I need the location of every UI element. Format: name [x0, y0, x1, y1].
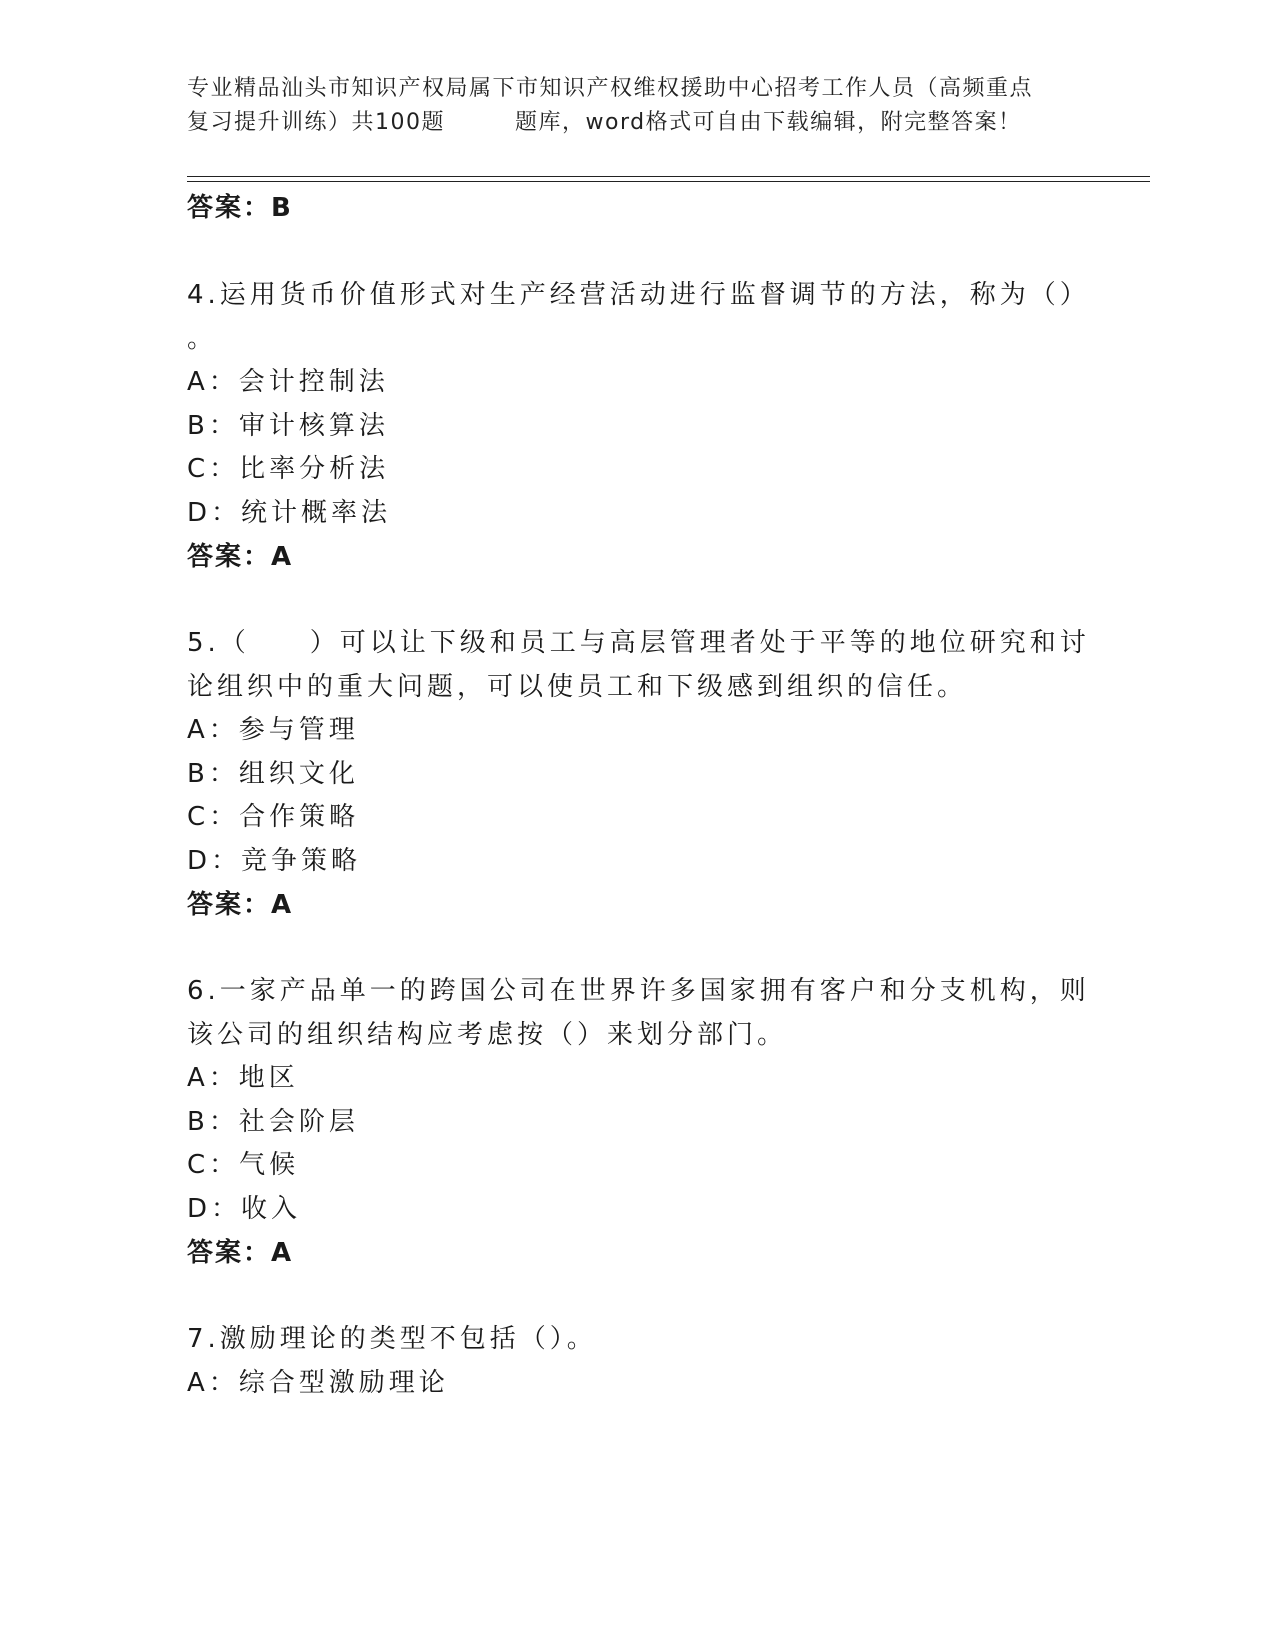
- q6-stem-line-1: 6.一家产品单一的跨国公司在世界许多国家拥有客户和分支机构，则: [187, 976, 1090, 1006]
- header-rule-top: [187, 176, 1150, 177]
- q6-option-c: C：气候: [187, 1150, 300, 1180]
- header-line-2-part-b: 题库，word格式可自由下载编辑，附完整答案！: [515, 110, 1022, 135]
- q5-option-c: C：合作策略: [187, 802, 360, 832]
- page-header: [187, 72, 1087, 140]
- q4-option-a: A：会计控制法: [187, 367, 389, 397]
- q7-stem-line-1: 7.激励理论的类型不包括（）。: [187, 1324, 597, 1354]
- q5-option-a: A：参与管理: [187, 715, 359, 745]
- q5-option-b: B：组织文化: [187, 759, 359, 789]
- header-rule-bottom: [187, 181, 1150, 182]
- q6-option-b: B：社会阶层: [187, 1107, 359, 1137]
- header-line-2-part-a: 复习提升训练）共100题: [187, 110, 445, 135]
- previous-answer: 答案：B: [187, 193, 293, 223]
- q5-answer: 答案：A: [187, 890, 294, 920]
- q6-option-a: A：地区: [187, 1063, 299, 1093]
- q4-stem-line-1: 4.运用货币价值形式对生产经营活动进行监督调节的方法，称为（）: [187, 280, 1090, 310]
- q5-stem-line-1: 5.（ ）可以让下级和员工与高层管理者处于平等的地位研究和讨: [187, 628, 1090, 658]
- q4-option-b: B：审计核算法: [187, 411, 389, 441]
- q6-answer: 答案：A: [187, 1238, 294, 1268]
- q5-stem-line-2: 论组织中的重大问题，可以使员工和下级感到组织的信任。: [187, 672, 968, 702]
- q4-option-c: C：比率分析法: [187, 454, 390, 484]
- q5-option-d: D：竞争策略: [187, 846, 362, 876]
- q4-answer: 答案：A: [187, 542, 294, 572]
- q6-option-d: D：收入: [187, 1194, 302, 1224]
- header-line-1: 专业精品汕头市知识产权局属下市知识产权维权援助中心招考工作人员（高频重点: [187, 76, 1034, 101]
- q4-stem-line-2: 。: [187, 324, 218, 354]
- q6-stem-line-2: 该公司的组织结构应考虑按（）来划分部门。: [187, 1020, 788, 1050]
- q4-option-d: D：统计概率法: [187, 498, 392, 528]
- header-line-2: [187, 106, 1087, 140]
- q7-option-a: A：综合型激励理论: [187, 1368, 449, 1398]
